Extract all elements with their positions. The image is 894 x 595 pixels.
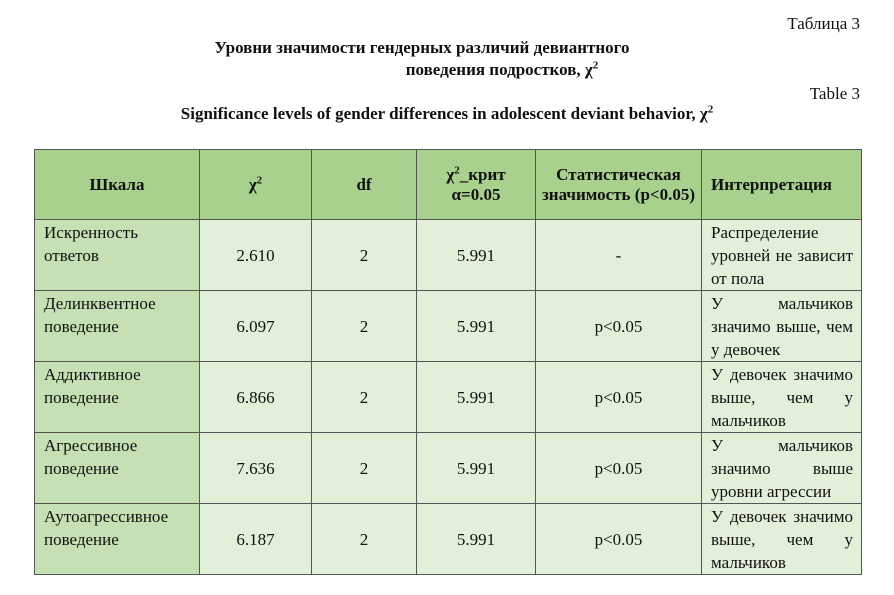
cell-interpretation: У мальчиков значимо выше, чем у девочек <box>702 291 862 362</box>
header-significance: Статистическая значимость (p<0.05) <box>536 150 702 220</box>
cell-scale: Аутоагрессивное поведение <box>35 504 200 575</box>
header-chi2 <box>200 150 312 220</box>
header-chi2-symbol: χ <box>248 174 257 194</box>
cell-interpretation: У девочек значимо выше, чем у мальчиков <box>702 504 862 575</box>
header-df: df <box>312 150 417 220</box>
cell-significance: p<0.05 <box>536 433 702 504</box>
cell-interpretation: Распределение уровней не зависит от пола <box>702 220 862 291</box>
table-row <box>35 504 862 575</box>
cell-scale: Делинквентное поведение <box>35 291 200 362</box>
table-title-ru <box>0 37 894 81</box>
header-crit-alpha: α=0.05 <box>451 184 501 204</box>
cell-crit: 5.991 <box>417 220 536 291</box>
cell-scale: Агрессивное поведение <box>35 433 200 504</box>
chi-square-superscript: 2 <box>707 103 714 116</box>
table-label-en: Table 3 <box>809 84 860 103</box>
significance-table <box>34 149 862 575</box>
cell-scale: Аддиктивное поведение <box>35 362 200 433</box>
cell-df: 2 <box>312 504 417 575</box>
table-header-row <box>35 150 862 220</box>
table-title-ru-line1: Уровни значимости гендерных различий девиантного <box>214 38 630 57</box>
cell-df: 2 <box>312 433 417 504</box>
cell-significance: - <box>536 220 702 291</box>
cell-chi2: 2.610 <box>200 220 312 291</box>
table-title-ru-line2 <box>0 59 894 81</box>
header-chi2-crit <box>417 150 536 220</box>
cell-crit: 5.991 <box>417 504 536 575</box>
cell-significance: p<0.05 <box>536 362 702 433</box>
header-crit-sup: 2 <box>454 163 460 176</box>
cell-interpretation: У мальчиков значимо выше уровни агрессии <box>702 433 862 504</box>
cell-crit: 5.991 <box>417 362 536 433</box>
cell-significance: p<0.05 <box>536 504 702 575</box>
cell-chi2: 6.866 <box>200 362 312 433</box>
table-row <box>35 220 862 291</box>
header-crit-rest: _крит <box>459 164 506 184</box>
table-row <box>35 291 862 362</box>
cell-crit: 5.991 <box>417 433 536 504</box>
cell-scale: Искренность ответов <box>35 220 200 291</box>
cell-interpretation: У девочек значимо выше, чем у мальчиков <box>702 362 862 433</box>
cell-chi2: 6.187 <box>200 504 312 575</box>
header-chi2-sup: 2 <box>256 173 263 186</box>
table-label-ru: Таблица 3 <box>787 14 860 33</box>
header-crit-symbol: χ <box>446 164 455 184</box>
table-title-ru-line2-text: поведения подростков, χ <box>405 60 593 79</box>
cell-significance: p<0.05 <box>536 291 702 362</box>
cell-crit: 5.991 <box>417 291 536 362</box>
table-title-en-text: Significance levels of gender differences in adolescent deviant behavior, χ <box>180 104 708 123</box>
table-row <box>35 433 862 504</box>
cell-chi2: 7.636 <box>200 433 312 504</box>
cell-df: 2 <box>312 362 417 433</box>
table-row <box>35 362 862 433</box>
header-interpretation: Интерпретация <box>702 150 862 220</box>
cell-chi2: 6.097 <box>200 291 312 362</box>
chi-square-superscript: 2 <box>592 59 599 72</box>
header-scale: Шкала <box>35 150 200 220</box>
table-title-en <box>0 104 894 124</box>
cell-df: 2 <box>312 220 417 291</box>
cell-df: 2 <box>312 291 417 362</box>
